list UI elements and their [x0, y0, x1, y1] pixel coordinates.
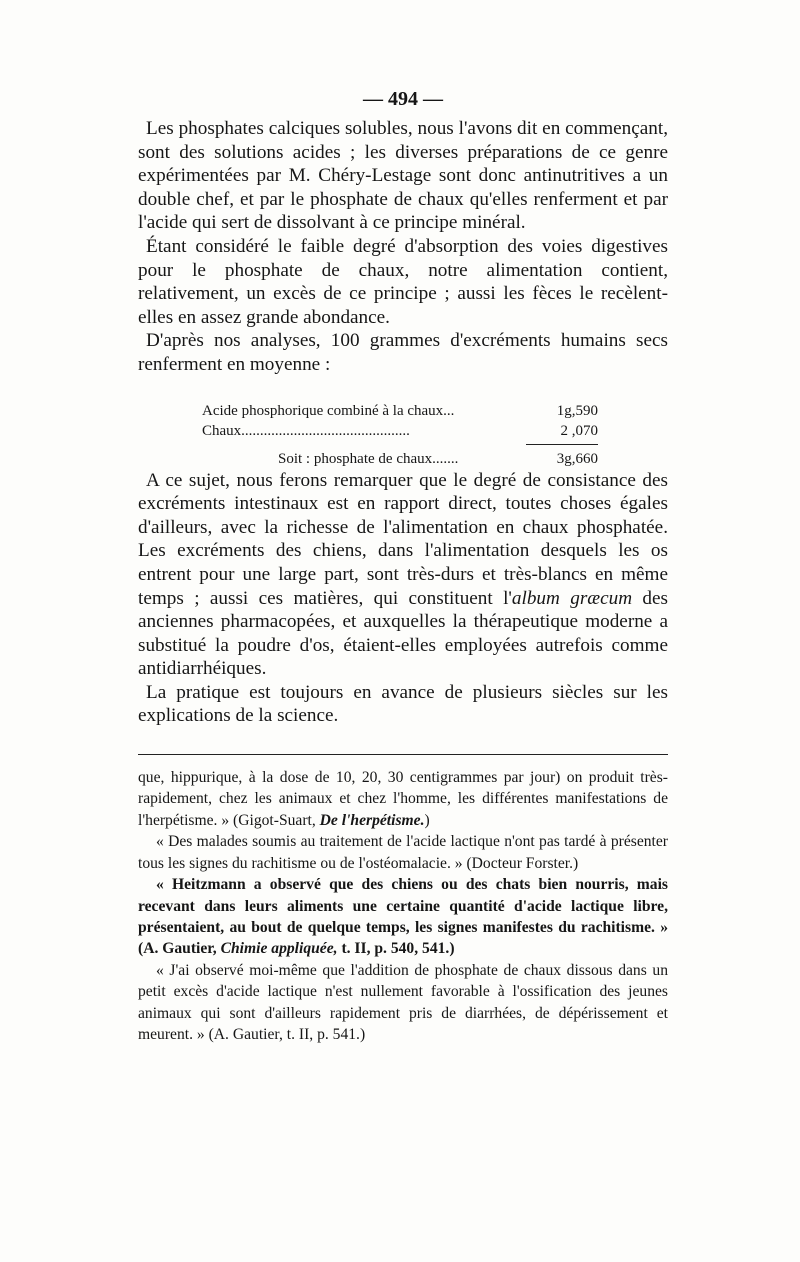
analysis-value: 1g,590	[556, 402, 598, 419]
text-run: des anciennes pharmacopées, et auxquelles la thérapeutique moderne a substitué la poudre d'os, étaient-elles employées autrefois comme antidiarrhéiques.	[138, 587, 669, 680]
analysis-label: Soit : phosphate de chaux.......	[278, 450, 459, 467]
footnotes	[138, 767, 668, 1045]
analysis-row-acide	[202, 401, 598, 421]
analysis-label: Acide phosphorique combiné à la chaux...	[202, 402, 455, 419]
sum-rule	[526, 444, 598, 445]
footnote-heitzmann	[138, 874, 668, 960]
analysis-row-total	[202, 449, 598, 469]
paragraph-phosphates-solubles: Les phosphates calciques solubles, nous l'avons dit en commençant, sont des solutions acides ; les diverses préparations de ce genre expérimentées par M. Chéry-Lestage sont donc antinutritives a un double chef, et par le phosphate de chaux qu'elles renferment et par l'acide qui sert de dissolvant à ce principe minéral.	[138, 118, 668, 234]
analysis-value: 3g,660	[556, 450, 598, 467]
analysis-table	[202, 401, 598, 469]
paragraph-pratique: La pratique est toujours en avance de plusieurs siècles sur les explications de la science.	[138, 681, 668, 727]
main-text	[138, 117, 668, 728]
text-run: t. II, p. 540, 541.)	[337, 940, 455, 958]
paragraph-consistance	[138, 469, 668, 681]
page-number-header: — 494 —	[363, 88, 443, 110]
footnote-herpetisme	[138, 767, 668, 831]
text-run: « Heitzmann a observé que des chiens ou des chats bien nourris, mais recevant dans leurs aliments une certaine quantité d'acide lactique libre, présentaient, au bout de quelque temps, les signes manifestes du rachitisme. » (A. Gautier,	[138, 876, 668, 958]
paragraph-absorption: Étant considéré le faible degré d'absorption des voies digestives pour le phosphate de chaux, notre alimentation contient, relativement, un excès de ce principe ; aussi les fèces le recèlent-elles en assez grande abondance.	[138, 235, 668, 328]
text-run: )	[424, 811, 430, 829]
paragraph-analyses: D'après nos analyses, 100 grammes d'excréments humains secs renferment en moyenne :	[138, 330, 668, 375]
italic-title: Chimie appliquée,	[220, 940, 338, 958]
italic-term: album græcum	[511, 587, 633, 609]
footnote-gautier: « J'ai observé moi-même que l'addition de phosphate de chaux dissous dans un petit excès d'acide lactique n'est nullement favorable à l'ossification des jeunes animaux qui sont d'ailleurs rapidement pris de diarrhées, de dépérissement et meurent. » (A. Gautier, t. II, p. 541.)	[138, 961, 668, 1043]
italic-title: De l'herpétisme.	[319, 811, 425, 829]
text-run: A ce sujet, nous ferons remarquer que le degré de consistance des excréments intestinaux est en rapport direct, toutes choses égales d'ailleurs, avec la richesse de l'alimentation en chaux phosphatée. Les excréments des chiens, dans l'alimentation desquels les os entrent pour une large part, sont très-durs et très-blancs en même temps ; aussi ces matières, qui constituent l'	[138, 469, 668, 609]
analysis-label: Chaux.............................................	[202, 422, 410, 439]
text-run: que, hippurique, à la dose de 10, 20, 30 centigrammes par jour) on produit très-rapidement, chez les animaux et chez l'homme, les différentes manifestations de l'herpétisme. » (Gigot-Suart,	[138, 769, 668, 829]
footnote-forster: « Des malades soumis au traitement de l'acide lactique n'ont pas tardé à présenter tous les signes du rachitisme ou de l'ostéomalacie. » (Docteur Forster.)	[138, 833, 668, 872]
analysis-row-chaux	[202, 421, 598, 441]
analysis-value: 2 ,070	[560, 422, 598, 439]
footnote-separator	[138, 754, 668, 755]
